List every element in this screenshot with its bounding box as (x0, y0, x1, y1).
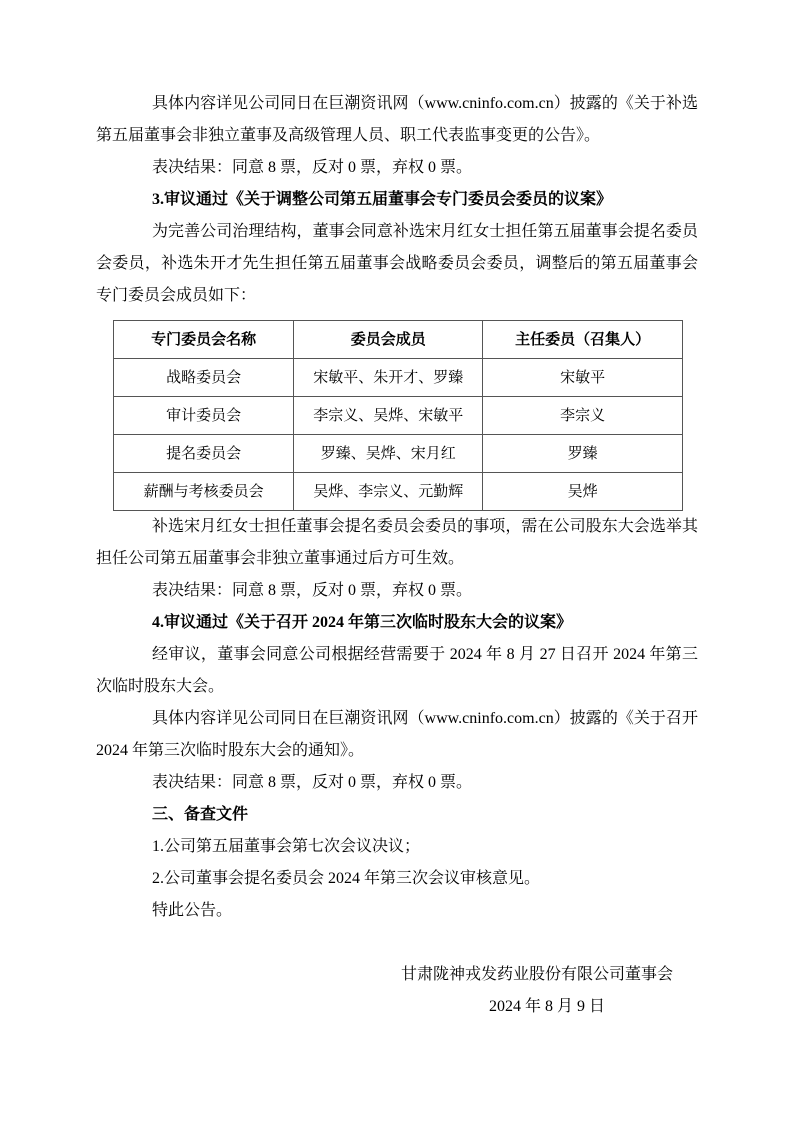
table-cell-members: 吴烨、李宗义、元勤辉 (294, 473, 483, 511)
table-row (114, 435, 683, 473)
paragraph-disclosure-1: 具体内容详见公司同日在巨潮资讯网（www.cninfo.com.cn）披露的《关于补选第五届董事会非独立董事及高级管理人员、职工代表监事变更的公告》。 (96, 95, 698, 144)
table-header-committee-name: 专门委员会名称 (114, 321, 294, 359)
table-cell-chair: 李宗义 (483, 397, 683, 435)
item-heading-4: 4.审议通过《关于召开 2024 年第三次临时股东大会的议案》 (152, 614, 573, 631)
section-heading-documents: 三、备查文件 (152, 806, 249, 823)
table-row (114, 473, 683, 511)
document-item-1: 1.公司第五届董事会第七次会议决议； (152, 838, 421, 855)
table-cell-members: 李宗义、吴烨、宋敏平 (294, 397, 483, 435)
page-content (96, 88, 698, 1023)
table-cell-chair: 宋敏平 (483, 359, 683, 397)
paragraph-item4-intro: 经审议，董事会同意公司根据经营需要于 2024 年 8 月 27 日召开 2024 年第三次临时股东大会。 (96, 646, 698, 695)
committee-table (113, 320, 683, 511)
paragraph-item3-note: 补选宋月红女士担任董事会提名委员会委员的事项，需在公司股东大会选举其担任公司第五届董事会非独立董事通过后方可生效。 (96, 518, 698, 567)
document-item-2: 2.公司董事会提名委员会 2024 年第三次会议审核意见。 (152, 870, 541, 887)
table-header-chair: 主任委员（召集人） (483, 321, 683, 359)
table-row (114, 397, 683, 435)
vote-result-line-1: 表决结果：同意 8 票，反对 0 票，弃权 0 票。 (152, 159, 473, 176)
closing-line: 特此公告。 (152, 902, 233, 919)
signature-date: 2024 年 8 月 9 日 (488, 998, 605, 1015)
table-cell-members: 罗臻、吴烨、宋月红 (294, 435, 483, 473)
table-cell-committee-name: 薪酬与考核委员会 (114, 473, 294, 511)
signature-company: 甘肃陇神戎发药业股份有限公司董事会 (400, 966, 673, 983)
table-cell-chair: 罗臻 (483, 435, 683, 473)
vote-result-line-2: 表决结果：同意 8 票，反对 0 票，弃权 0 票。 (152, 582, 473, 599)
paragraph-item4-disclosure: 具体内容详见公司同日在巨潮资讯网（www.cninfo.com.cn）披露的《关于召开 2024 年第三次临时股东大会的通知》。 (96, 710, 698, 759)
table-row (114, 359, 683, 397)
table-cell-committee-name: 审计委员会 (114, 397, 294, 435)
table-cell-committee-name: 战略委员会 (114, 359, 294, 397)
table-cell-committee-name: 提名委员会 (114, 435, 294, 473)
table-cell-chair: 吴烨 (483, 473, 683, 511)
paragraph-item3-intro: 为完善公司治理结构，董事会同意补选宋月红女士担任第五届董事会提名委员会委员，补选朱开才先生担任第五届董事会战略委员会委员，调整后的第五届董事会专门委员会成员如下： (96, 223, 698, 304)
item-heading-3: 3.审议通过《关于调整公司第五届董事会专门委员会委员的议案》 (152, 191, 613, 208)
table-header-members: 委员会成员 (294, 321, 483, 359)
table-cell-members: 宋敏平、朱开才、罗臻 (294, 359, 483, 397)
vote-result-line-3: 表决结果：同意 8 票，反对 0 票，弃权 0 票。 (152, 774, 473, 791)
table-header-row (114, 321, 683, 359)
